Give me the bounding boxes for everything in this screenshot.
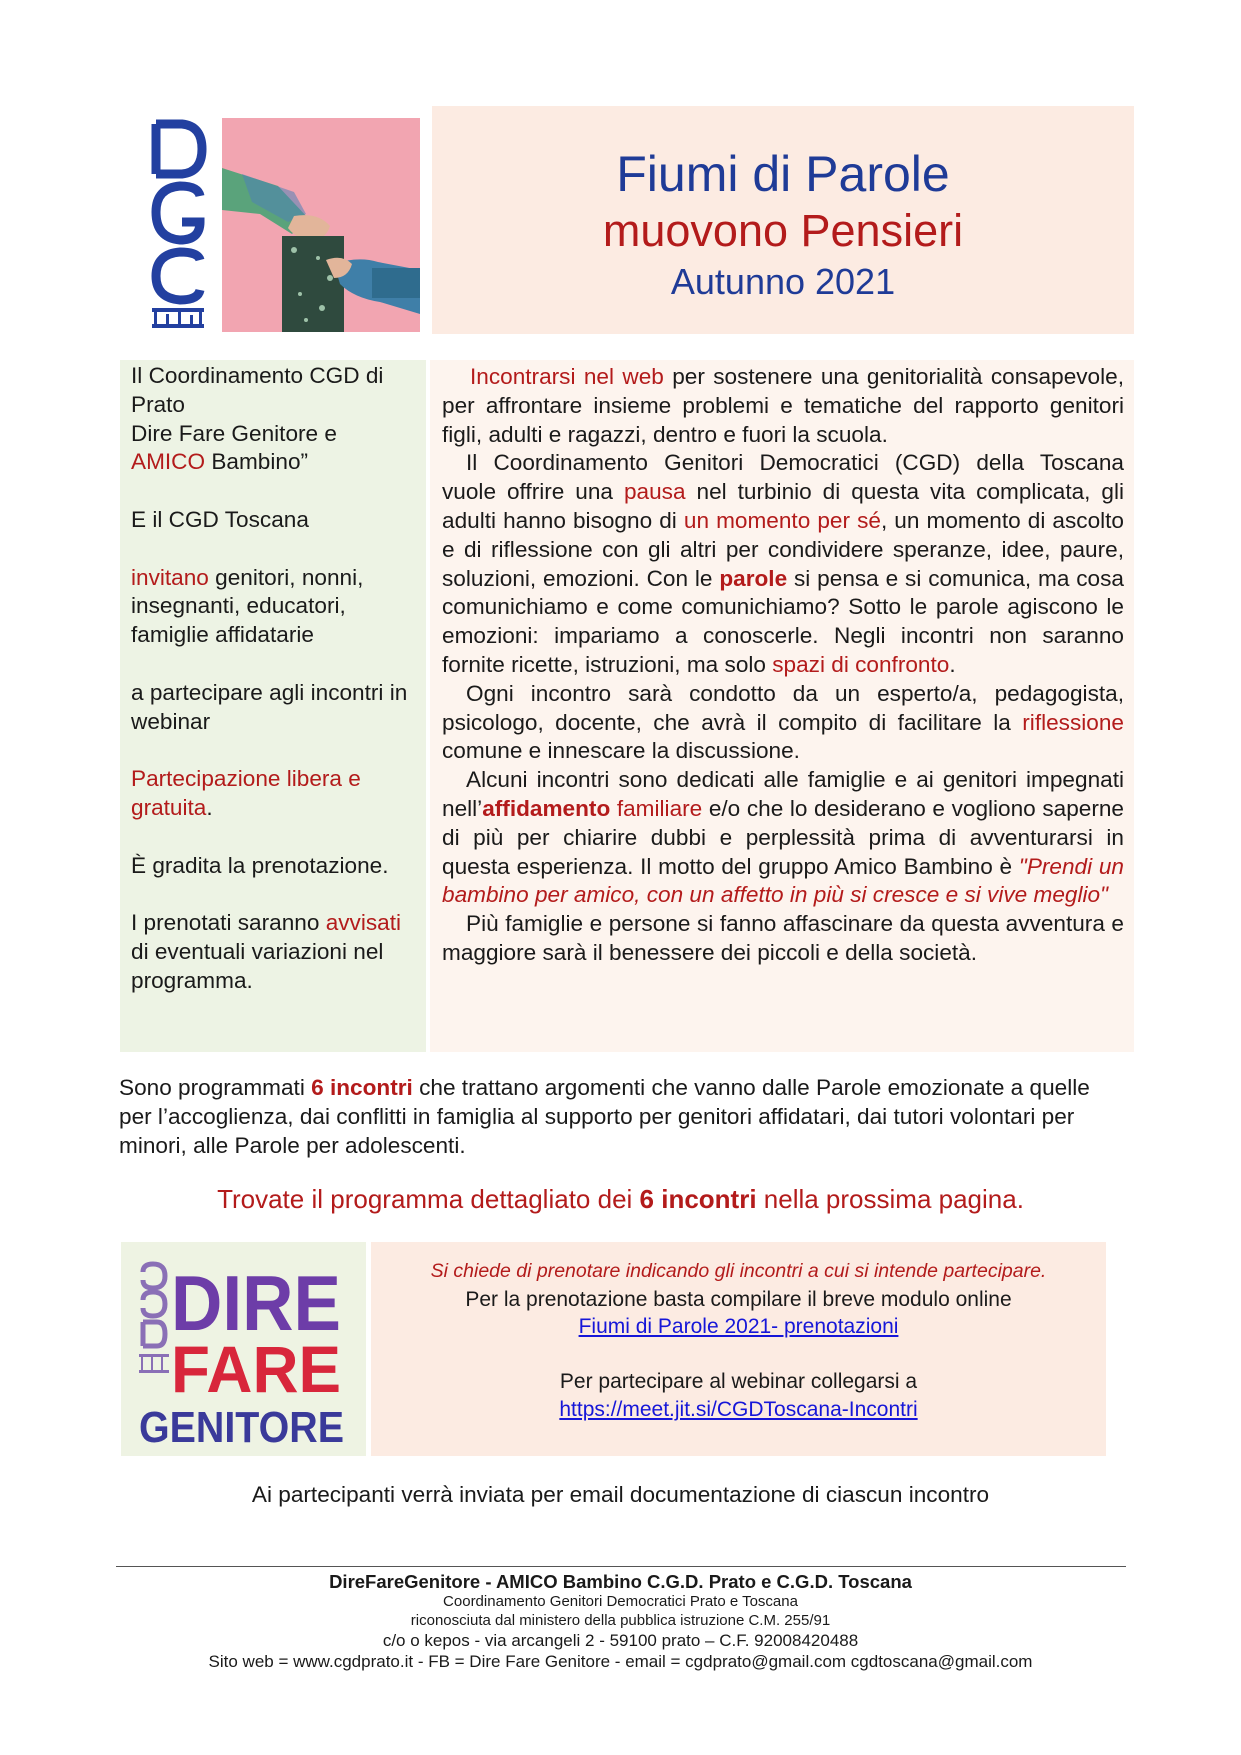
booking-box [371, 1242, 1106, 1456]
footer-recognition: riconosciuta dal ministero della pubblica istruzione C.M. 255/91 [410, 1611, 831, 1629]
footer [0, 1570, 1241, 1672]
program-note: Trovate il programma dettagliato dei 6 incontri nella prossima pagina. [217, 1184, 1024, 1214]
webinar-link[interactable]: https://meet.jit.si/CGDToscana-Incontri [559, 1397, 918, 1421]
webinar-instructions: Per partecipare al webinar collegarsi a [559, 1370, 918, 1393]
audience-text: invitano genitori, nonni, insegnanti, educatori, famiglie affidatarie [131, 564, 364, 648]
free-participation-text: Partecipazione libera e gratuita. [131, 766, 361, 820]
webinar-text: a partecipare agli incontri in webinar [131, 679, 408, 734]
page-title: Fiumi di Parole [616, 146, 950, 202]
intro-text: Il Coordinamento CGD di Prato [131, 363, 384, 417]
summary-text: Sono programmati 6 incontri che trattano argomenti che vanno dalle Parole emozionate a quelle per l’accoglienza, dai conflitti in famiglia al supporto per genitori affidatari, dai tutori volontari per minori, alle Parole per adolescenti. [119, 1075, 1090, 1158]
cgd-logo-text: CGD [148, 118, 151, 119]
cgd-toscana-text: E il CGD Toscana [131, 506, 309, 532]
page-subtitle: muovono Pensieri [602, 205, 964, 256]
cgd-logo [148, 118, 208, 330]
page-season: Autunno 2021 [670, 261, 896, 302]
intro-text-2: Dire Fare Genitore e AMICO Bambino” [131, 420, 337, 475]
footer-organization: Coordinamento Genitori Democratici Prato e Toscana [443, 1593, 798, 1610]
description-paragraph-4: Alcuni incontri sono dedicati alle famiglie e ai genitori impegnati nell’affidamento familiare e/o che lo desiderano e vogliono saperne di più per chiarire dubbi e perplessità prima di avventurarsi in questa esperienza. Il motto del gruppo Amico Bambino è "Prendi un bambino per amico, con un affetto in più si cresce e si vive meglio" [442, 767, 1124, 908]
booking-form-link[interactable]: Fiumi di Parole 2021- prenotazioni [578, 1315, 899, 1338]
footer-address: c/o o kepos - via arcangeli 2 - 59100 prato – C.F. 92008420488 [382, 1631, 859, 1650]
logo-fare-text: FARE [171, 1332, 341, 1406]
header-illustration [222, 118, 420, 332]
title-box [432, 106, 1134, 334]
logo-genitore-text: GENITORE [139, 1403, 344, 1452]
email-note: Ai partecipanti verrà inviata per email documentazione di ciascun incontro [251, 1482, 990, 1507]
description-paragraph-1: Incontrarsi nel web per sostenere una genitorialità consapevole, per affrontare insieme problemi e tematiche del rapporto genitori figli, adulti e ragazzi, dentro e fuori la scuola. [442, 364, 1124, 447]
footer-contacts: Sito web = www.cgdprato.it - FB = Dire Fare Genitore - email = cgdprato@gmail.com cgdtoscana@gmail.com [208, 1652, 1033, 1671]
invitation-column [120, 360, 426, 1052]
footer-title: DireFareGenitore - AMICO Bambino C.G.D. Prato e C.G.D. Toscana [329, 1571, 912, 1592]
booking-instructions: Per la prenotazione basta compilare il breve modulo online [465, 1287, 1012, 1311]
notice-text: I prenotati saranno avvisati di eventuali variazioni nel programma. [131, 910, 402, 993]
description-paragraph-2: Il Coordinamento Genitori Democratici (CGD) della Toscana vuole offrire una pausa nel turbinio di questa vita complicata, gli adulti hanno bisogno di un momento per sé, un momento di ascolto e di riflessione con gli altri per condividere speranze, idee, paure, soluzioni, emozioni. Con le parole si pensa e si comunica, ma cosa comunichiamo e come comunichiamo? Sotto le parole agiscono le emozioni: impariamo a conoscerle. Negli incontri non saranno fornite ricette, istruzioni, ma solo spazi di confronto. [442, 450, 1125, 677]
logo-dire-text: DIRE [171, 1259, 341, 1347]
dire-fare-genitore-logo [121, 1242, 366, 1456]
booking-note: Si chiede di prenotare indicando gli incontri a cui si intende partecipare. [430, 1260, 1047, 1282]
description-paragraph-3: Ogni incontro sarà condotto da un esperto/a, pedagogista, psicologo, docente, che avrà il compito di facilitare la riflessione comune e innescare la discussione. [442, 680, 1124, 764]
booking-welcome-text: È gradita la prenotazione. [131, 852, 389, 878]
description-column [430, 360, 1134, 1052]
footer-divider [116, 1566, 1126, 1567]
description-paragraph-5: Più famiglie e persone si fanno affascinare da questa avventura e maggiore sarà il benessere dei piccoli e della società. [442, 911, 1124, 965]
